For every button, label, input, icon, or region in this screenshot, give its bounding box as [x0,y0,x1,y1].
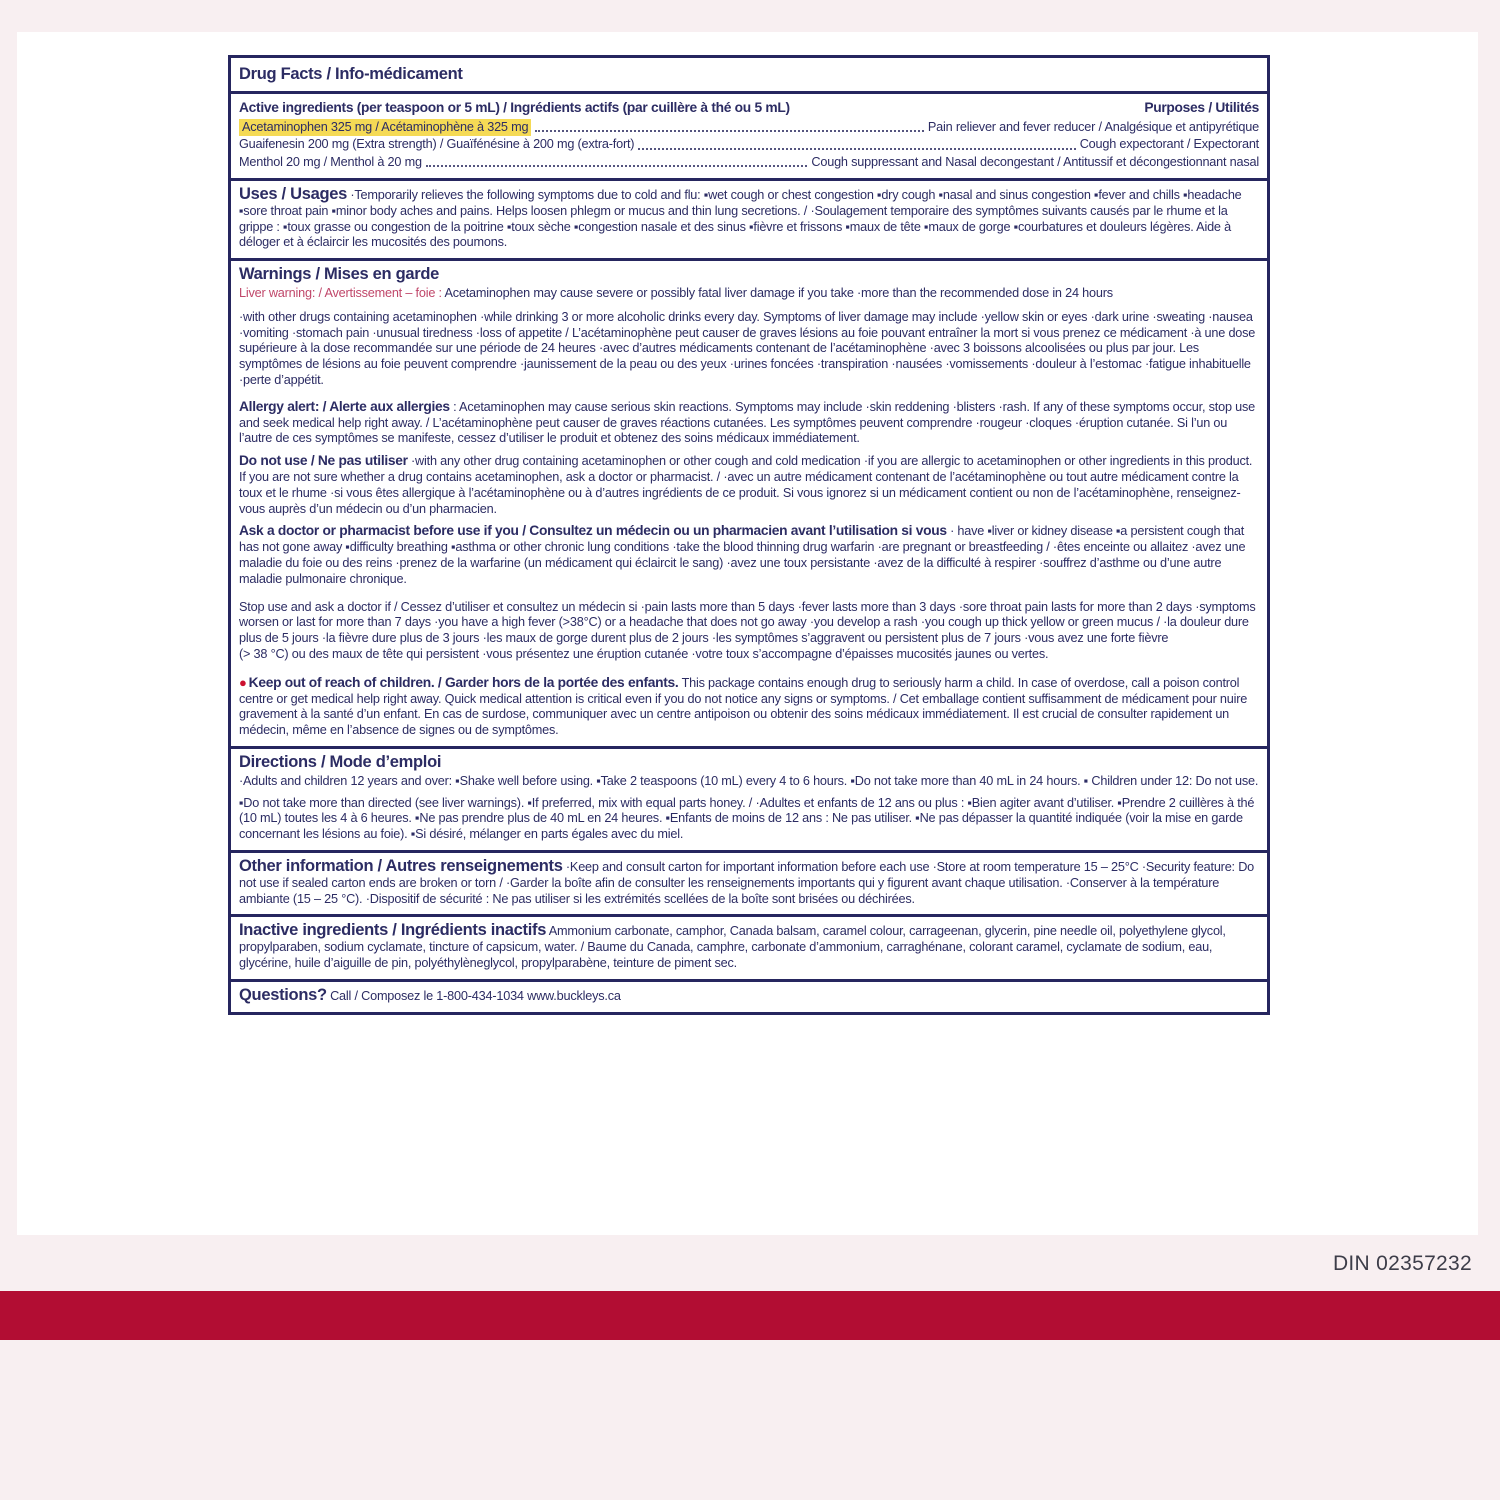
do-not-use-text: ·with any other drug containing acetaminophen or other cough and cold medication ·if you are allergic to acetaminophen or other ingredients in this product. If you are not sure whether a drug contains acetaminophen, ask a doctor or pharmacist. / ·avec un autre médicament contenant de l’acétaminophène ou tout autre médicament contre la toux et le rhume ·si vous êtes allergique à l’acétaminophène ou à d’autres ingrédients de ce produit. Si vous ignorez si un médicament contient ou non de l’acétaminophène, renseignez-vous auprès d’un médecin ou d’un pharmacien. [239,454,1253,516]
section-active-ingredients [231,91,1267,178]
uses-heading: Uses / Usages [239,185,347,204]
liver-warning-paragraph-2 [239,310,1259,389]
inactive-ingredients-heading: Inactive ingredients / Ingrédients inactifs [239,921,547,940]
ingredient-purpose: Cough expectorant / Expectorant [1079,137,1259,152]
ingredient-purpose: Cough suppressant and Nasal decongestant / Antitussif et décongestionnant nasal [811,154,1259,169]
drug-facts-title: Drug Facts / Info-médicament [239,65,463,83]
keep-out-of-reach-text: This package contains enough drug to seriously harm a child. In case of overdose, call a poison control centre or get medical help right away. Quick medical attention is critical even if you do not notice any signs or symptoms. / Cet emballage contient suffisamment de médicament pour nuire gravement à la santé d’un enfant. En cas de surdose, communiquer avec un centre antipoison ou obtenir des soins médicaux immédiatement. Il est crucial de consulter rapidement un médecin, même en l’absence de signes ou de symptômes. [239,675,1248,738]
ingredient-guaifenesin: Guaifenesin 200 mg (Extra strength) / Guaïfénésine à 200 mg (extra-fort) [239,137,635,152]
questions-heading: Questions? [239,985,327,1004]
do-not-use-paragraph [239,453,1259,517]
section-title [231,58,1267,91]
allergy-alert-label: Allergy alert: / Alerte aux allergies [239,398,450,414]
active-ingredients-heading: Active ingredients (per teaspoon or 5 mL) / Ingrédients actifs (par cuillère à thé ou 5 mL) [239,99,790,115]
section-warnings [231,258,1267,746]
directions-paragraph-2 [239,796,1259,843]
ingredient-menthol: Menthol 20 mg / Menthol à 20 mg [239,154,422,169]
section-directions [231,746,1267,850]
stop-use-paragraph-2 [239,647,1259,663]
red-bullet-icon: ● [239,674,247,690]
liver-warning-paragraph [239,286,1259,302]
allergy-alert-paragraph [239,399,1259,447]
section-other-information [231,850,1267,914]
keep-out-of-reach-paragraph [239,675,1259,739]
liver-warning-text: Acetaminophen may cause severe or possibly fatal liver damage if you take ·more than the recommended dose in 24 hours [441,286,1113,301]
ask-doctor-text: · have ▪liver or kidney disease ▪a persistent cough that has not gone away ▪difficulty breathing ▪asthma or other chronic lung conditions ·take the blood thinning drug warfarin ·are pregnant or breastfeeding / ·êtes enceinte ou allaitez ·avez une maladie du foie ou des reins ·prenez de la warfarine (un médicament qui éclaircit le sang) ·avez une toux persistante ·avez de la difficulté à respirer ·souffrez d’asthme ou d’une autre maladie pulmonaire chronique. [239,524,1246,586]
dotted-leader [638,148,1075,150]
inactive-ingredients-paragraph [239,923,1259,971]
stop-use-text: Stop use and ask a doctor if / Cessez d’utiliser et consultez un médecin si ·pain lasts more than 5 days ·fever lasts more than 3 days ·sore throat pain lasts for more than 2 days ·symptoms worsen or last for more than 7 days ·you have a high fever (>38°C) or a headache that does not go away ·you develop a rash ·you cough up thick yellow or green mucus / ·la douleur dure plus de 5 jours ·la fièvre dure plus de 3 jours ·les maux de gorge durent plus de 2 jours ·les symptômes s’aggravent ou persistent plus de 7 jours ·vous avez une forte fièvre [239,599,1256,646]
other-information-heading: Other information / Autres renseignements [239,856,563,875]
din-number: DIN 02357232 [1332,1252,1472,1275]
uses-paragraph [239,187,1259,251]
ask-doctor-paragraph [239,523,1259,587]
directions-paragraph-1 [239,774,1259,790]
stop-use-paragraph [239,600,1259,647]
allergy-alert-text: : Acetaminophen may cause serious skin reactions. Symptoms may include ·skin reddening ·blisters ·rash. If any of these symptoms occur, stop use and seek medical help right away. / L’acétaminophène peut causer de graves réactions cutanées. Les symptômes peuvent comprendre ·rougeur ·cloques ·éruption cutanée. Si l’un ou l’autre de ces symptômes se manifeste, cessez d’utiliser le produit et obtenez des soins médicaux immédiatement. [239,399,1256,446]
questions-text: Call / Composez le 1-800-434-1034 www.buckleys.ca [326,988,621,1003]
dotted-leader [426,165,808,167]
ingredient-row [239,154,1259,172]
keep-out-of-reach-label: Keep out of reach of children. / Garder hors de la portée des enfants. [248,674,679,690]
section-questions [231,979,1267,1012]
directions-text-1: ·Adults and children 12 years and over: ▪Shake well before using. ▪Take 2 teaspoons (10 mL) every 4 to 6 hours. ▪Do not take more than 40 mL in 24 hours. ▪ Children under 12: Do not use. [239,773,1259,788]
drug-facts-label [228,55,1270,1015]
inactive-ingredients-text: Ammonium carbonate, camphor, Canada balsam, caramel colour, carrageenan, glycerin, pine needle oil, polyethylene glycol, propylparaben, sodium cyclamate, tincture of capsicum, water. / Baume du Canada, camphre, carbonate d’ammonium, carraghénane, colorant caramel, cyclamate de sodium, eau, glycérine, huile d’aiguille de pin, polyéthylèneglycol, propylparabène, teinture de piment sec. [239,924,1226,970]
purposes-heading: Purposes / Utilités [1144,99,1259,115]
directions-text-2: ▪Do not take more than directed (see liver warnings). ▪If preferred, mix with equal parts honey. / ·Adultes et enfants de 12 ans ou plus : ▪Bien agiter avant d’utiliser. ▪Prendre 2 cuillères à thé (10 mL) toutes les 4 à 6 heures. ▪Ne pas prendre plus de 40 mL en 24 heures. ▪Enfants de moins de 12 ans : Ne pas utiliser. ▪Ne pas dépasser la quantité indiquée (voir la mise en garde concernant les lésions au foie). ▪Si désiré, mélanger en parts égales avec du miel. [239,795,1255,842]
ingredient-row [239,136,1259,154]
other-information-paragraph [239,856,1259,907]
directions-heading: Directions / Mode d’emploi [239,753,442,771]
stop-use-text-2: (> 38 °C) ou des maux de tête qui persistent ·vous présentez une éruption cutanée ·votre toux s’accompagne d’épaisses mucosités jaunes ou vertes. [239,647,1049,662]
ingredient-row [239,119,1259,137]
section-uses [231,178,1267,258]
highlighted-ingredient-acetaminophen: Acetaminophen 325 mg / Acétaminophène à 325 mg [239,119,531,137]
questions-paragraph [239,985,1259,1005]
ingredient-purpose: Pain reliever and fever reducer / Analgésique et antipyrétique [927,119,1259,134]
liver-warning-label: Liver warning: / Avertissement – foie : [239,286,442,301]
other-information-text: ·Keep and consult carton for important information before each use ·Store at room temperature 15 – 25°C ·Security feature: Do not use if sealed carton ends are broken or torn / ·Garder la boîte afin de consulter les renseignements importants qui y figurent avant chaque utilisation. ·Conserver à la température ambiante (15 – 25 °C). ·Dispositif de sécurité : Ne pas utiliser si les extrémités scellées de la boîte sont brisées ou déchirées. [239,859,1255,906]
red-brand-bar [0,1291,1500,1340]
warnings-heading: Warnings / Mises en garde [239,265,440,284]
ask-doctor-label: Ask a doctor or pharmacist before use if you / Consultez un médecin ou un pharmacien avant l’utilisation si vous [239,523,947,539]
dotted-leader [535,130,924,132]
do-not-use-label: Do not use / Ne pas utiliser [239,453,408,469]
section-inactive-ingredients [231,914,1267,978]
uses-text: ·Temporarily relieves the following symptoms due to cold and flu: ▪wet cough or chest congestion ▪dry cough ▪nasal and sinus congestion ▪fever and chills ▪headache ▪sore throat pain ▪minor body aches and pains. Helps loosen phlegm or mucus and thin lung secretions. / ·Soulagement temporaire des symptômes suivants causés par le rhume et la grippe : ▪toux grasse ou congestion de la poitrine ▪toux sèche ▪congestion nasale et des sinus ▪fièvre et frissons ▪maux de tête ▪maux de gorge ▪courbatures et douleurs légères. Aide à déloger et à éclaircir les mucosités des poumons. [239,188,1242,250]
liver-warning-text-2: ·with other drugs containing acetaminophen ·while drinking 3 or more alcoholic drinks every day. Symptoms of liver damage may include ·yellow skin or eyes ·dark urine ·sweating ·nausea ·vomiting ·stomach pain ·unusual tiredness ·loss of appetite / L’acétaminophène peut causer de graves lésions au foie pouvant entraîner la mort si vous prenez ce médicament ·à une dose supérieure à la dose recommandée sur une période de 24 heures ·avec d’autres médicaments contenant de l’acétaminophène ·avec 3 boissons alcoolisées ou plus par jour. Les symptômes de lésions au foie peuvent comprendre ·jaunissement de la peau ou des yeux ·urines foncées ·transpiration ·nausées ·vomissements ·douleur à l’estomac ·fatigue inhabituelle ·perte d’appétit. [239,309,1256,388]
